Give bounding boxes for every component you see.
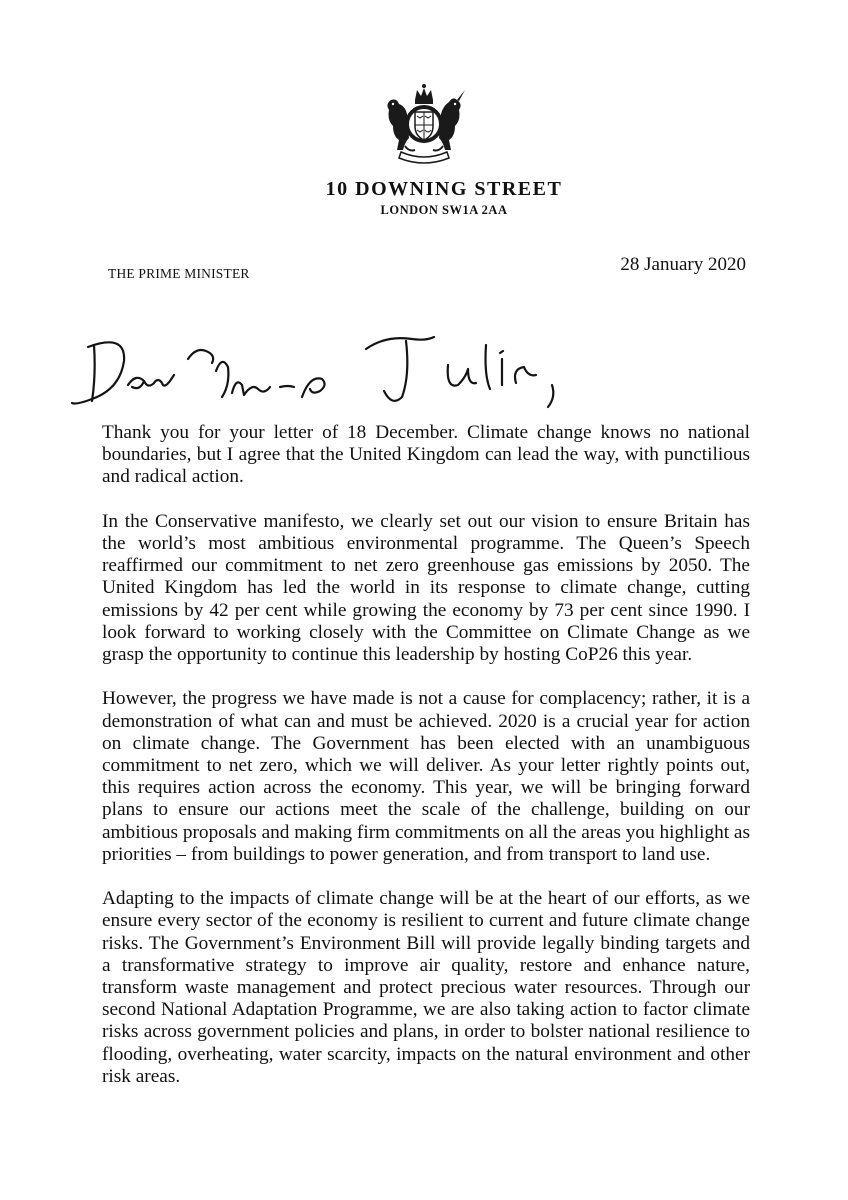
letter-paragraph: However, the progress we have made is not a cause for complacency; rather, it is a demonstration of what can and must be achieved. 2020 is a crucial year for action on climate change. The Government has been elected with an unambiguous commitment to net zero, which we will deliver. As your letter rightly points out, this requires action across the economy. This year, we will be bringing forward plans to ensure our actions meet the scale of the challenge, building on our ambitious proposals and making firm commitments on all the areas you highlight as priorities – from buildings to power generation, and from transport to land use. xyxy=(102,688,750,865)
address-title: 10 DOWNING STREET xyxy=(325,178,563,200)
letter-paragraph: Thank you for your letter of 18 December. Climate change knows no national boundaries, but I agree that the United Kingdom can lead the way, with punctilious and radical action. xyxy=(102,422,750,488)
crown-icon xyxy=(415,84,433,104)
letter-paragraph: Adapting to the impacts of climate change will be at the heart of our efforts, as we ensure every sector of the economy is resilient to current and future climate change risks. The Government’s Environment Bill will provide legally binding targets and a transformative strategy to improve air quality, restore and enhance nature, transform waste management and protect precious water resources. Through our second National Adaptation Programme, we are also taking action to factor climate risks across government policies and plans, in order to bolster national resilience to flooding, overheating, water scarcity, impacts on the natural environment and other risk areas. xyxy=(102,888,750,1087)
motto-ribbon-icon xyxy=(399,146,449,163)
letter-body xyxy=(102,422,750,1110)
shield-icon xyxy=(407,107,441,141)
unicorn-supporter-icon xyxy=(439,90,465,150)
letter-paragraph: In the Conservative manifesto, we clearly set out our vision to ensure Britain has the world’s most ambitious environmental programme. The Queen’s Speech reaffirmed our commitment to net zero greenhouse gas emissions by 2050. The United Kingdom has led the world in its response to climate change, cutting emissions by 42 per cent while growing the economy by 73 per cent since 1990. I look forward to working closely with the Committee on Climate Change as we grasp the opportunity to continue this leadership by hosting CoP26 this year. xyxy=(102,510,750,666)
royal-crest-logo xyxy=(379,80,469,166)
sender-title: THE PRIME MINISTER xyxy=(108,266,250,281)
handwritten-salutation xyxy=(66,325,606,417)
letter-date: 28 January 2020 xyxy=(620,254,746,275)
address-postcode: LONDON SW1A 2AA xyxy=(380,203,508,217)
